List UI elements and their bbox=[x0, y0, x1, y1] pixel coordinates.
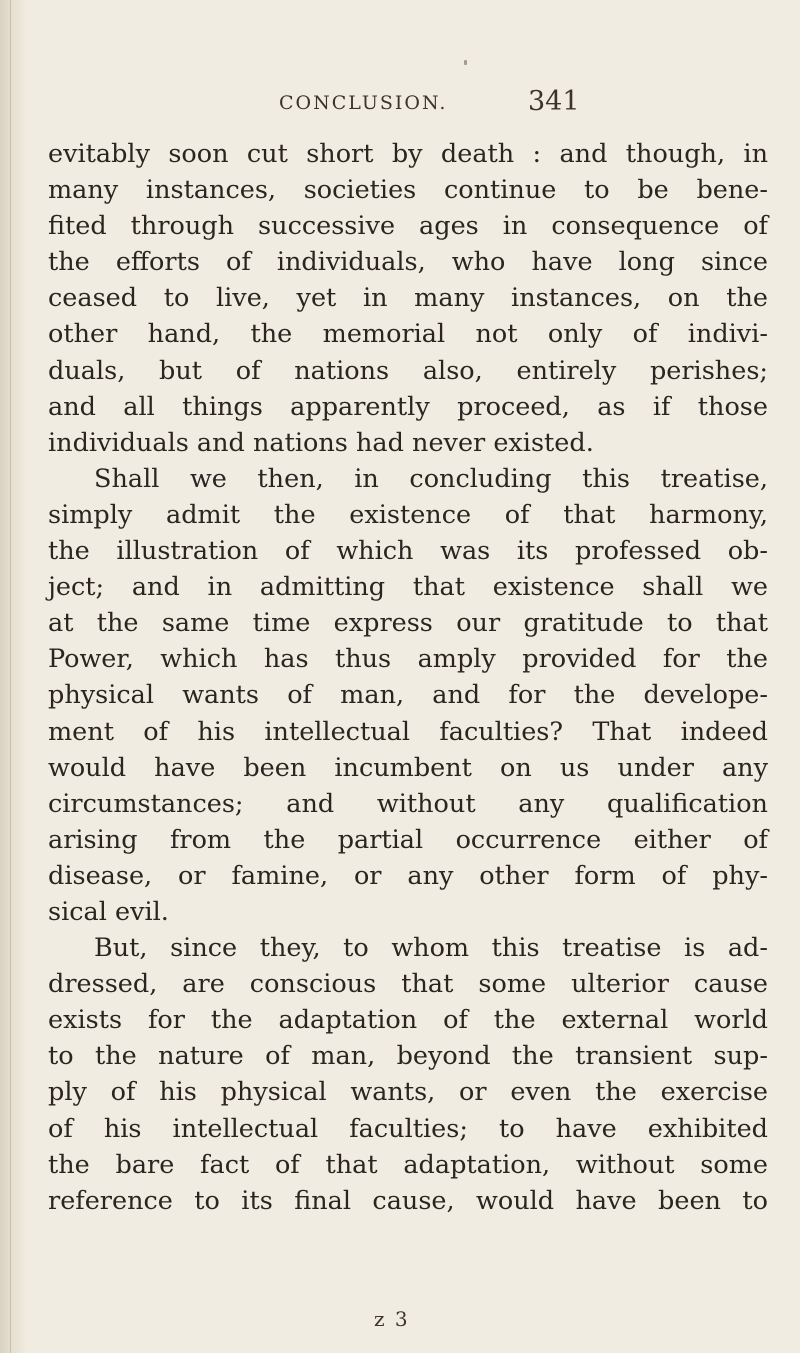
paragraph-1 bbox=[48, 136, 768, 461]
text-line: arising from the partial occurrence either of bbox=[48, 824, 768, 855]
text-line: many instances, societies continue to be bene- bbox=[48, 175, 768, 206]
paragraph-3 bbox=[48, 930, 768, 1219]
text-line: ject; and in admitting that existence shall we bbox=[48, 572, 768, 603]
text-line: ceased to live, yet in many instances, on the bbox=[48, 283, 768, 314]
page-gutter-edge bbox=[10, 0, 11, 1353]
text-line: of his intellectual faculties; to have exhibited bbox=[48, 1113, 768, 1144]
text-line: duals, but of nations also, entirely perishes; bbox=[48, 355, 768, 386]
text-line: But, since they, to whom this treatise is ad- bbox=[94, 933, 768, 964]
text-line: exists for the adaptation of the external world bbox=[48, 1005, 768, 1036]
ink-speck bbox=[464, 60, 467, 65]
page-header bbox=[255, 84, 785, 124]
text-line: physical wants of man, and for the develope- bbox=[48, 680, 768, 711]
text-line: the illustration of which was its professed ob- bbox=[48, 536, 768, 567]
body-text bbox=[48, 136, 768, 1219]
page-number: 341 bbox=[528, 86, 580, 117]
text-line: at the same time express our gratitude to that bbox=[48, 608, 768, 639]
text-line: reference to its final cause, would have been to bbox=[48, 1185, 768, 1216]
signature-mark: z 3 bbox=[374, 1307, 410, 1331]
text-line: Shall we then, in concluding this treatise, bbox=[94, 463, 768, 494]
page-gutter-shadow bbox=[0, 0, 28, 1353]
text-line: other hand, the memorial not only of indivi- bbox=[48, 319, 768, 350]
text-line: to the nature of man, beyond the transient sup- bbox=[48, 1041, 768, 1072]
text-line: ment of his intellectual faculties? That indeed bbox=[48, 716, 768, 747]
text-line: sical evil. bbox=[48, 896, 169, 927]
text-line: circumstances; and without any qualification bbox=[48, 788, 768, 819]
text-line: disease, or famine, or any other form of phy- bbox=[48, 860, 768, 891]
running-title: CONCLUSION. bbox=[279, 92, 448, 114]
text-line: individuals and nations had never existed. bbox=[48, 427, 594, 458]
text-line: the efforts of individuals, who have long since bbox=[48, 247, 768, 278]
text-line: ply of his physical wants, or even the exercise bbox=[48, 1077, 768, 1108]
text-line: Power, which has thus amply provided for the bbox=[48, 644, 768, 675]
text-line: would have been incumbent on us under any bbox=[48, 752, 768, 783]
paragraph-2 bbox=[48, 461, 768, 930]
text-line: and all things apparently proceed, as if those bbox=[48, 391, 768, 422]
text-line: the bare fact of that adaptation, without some bbox=[48, 1149, 768, 1180]
text-line: evitably soon cut short by death : and though, in bbox=[48, 139, 768, 169]
text-line: fited through successive ages in consequence of bbox=[48, 211, 768, 242]
text-line: simply admit the existence of that harmony, bbox=[48, 499, 768, 530]
text-line: dressed, are conscious that some ulterior cause bbox=[48, 969, 768, 1000]
